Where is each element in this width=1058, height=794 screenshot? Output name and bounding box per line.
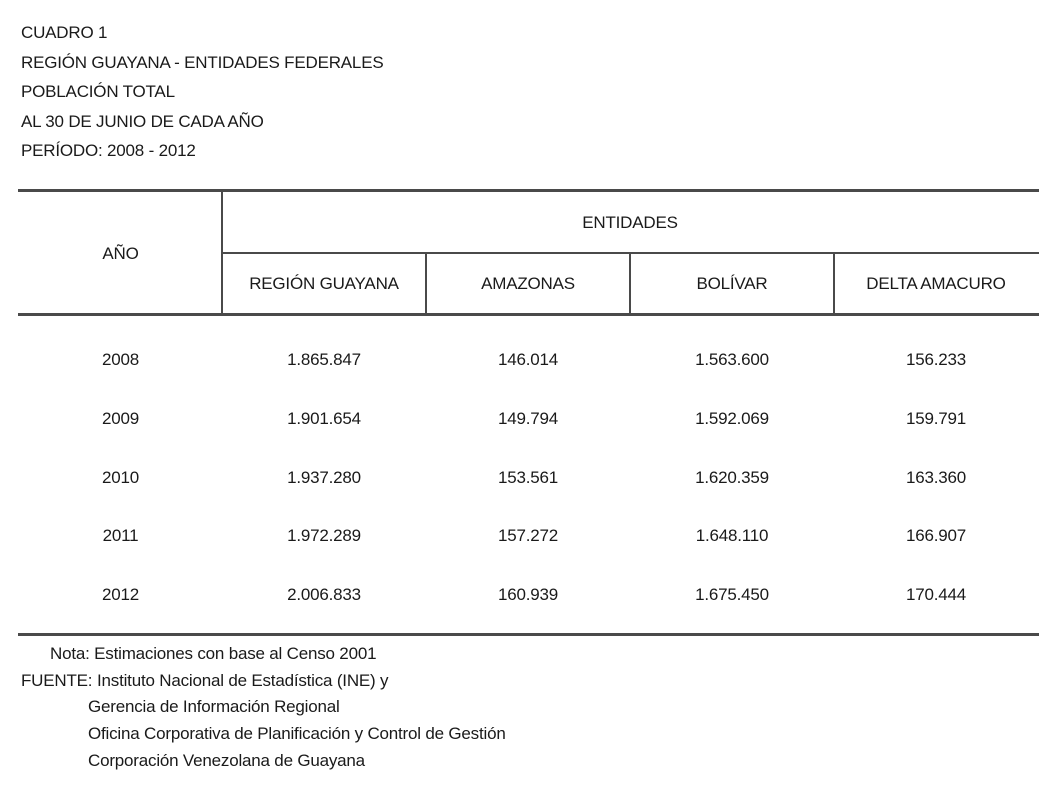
year-cell: 2009 xyxy=(101,409,140,428)
delta-amacuro-cell: 163.360 xyxy=(905,468,967,487)
column-header-region-guayana: REGIÓN GUAYANA xyxy=(249,274,399,293)
bolivar-cell: 1.592.069 xyxy=(695,409,769,428)
table-period: PERÍODO: 2008 - 2012 xyxy=(21,141,196,160)
column-header-amazonas: AMAZONAS xyxy=(481,274,575,293)
year-column-header: AÑO xyxy=(102,244,139,263)
year-cell: 2008 xyxy=(101,350,140,369)
bolivar-cell: 1.620.359 xyxy=(695,468,769,487)
delta-amacuro-cell: 166.907 xyxy=(905,526,967,545)
delta-amacuro-cell: 159.791 xyxy=(905,409,967,428)
amazonas-cell: 153.561 xyxy=(497,468,559,487)
amazonas-cell: 160.939 xyxy=(497,585,559,604)
table-number: CUADRO 1 xyxy=(21,23,108,42)
source-line: Gerencia de Información Regional xyxy=(88,697,340,716)
table-title: REGIÓN GUAYANA - ENTIDADES FEDERALES xyxy=(21,52,384,72)
region-guayana-cell: 2.006.833 xyxy=(287,585,361,604)
entities-group-header: ENTIDADES xyxy=(582,213,678,232)
delta-amacuro-cell: 170.444 xyxy=(905,585,967,604)
header-bottom-rule xyxy=(18,313,1039,316)
source-line: Instituto Nacional de Estadística (INE) y xyxy=(97,671,389,690)
column-header-delta-amacuro: DELTA AMACURO xyxy=(866,274,1006,293)
bolivar-cell: 1.675.450 xyxy=(695,585,769,604)
amazonas-cell: 149.794 xyxy=(497,409,559,428)
table-title-block xyxy=(21,21,383,169)
footnote: Nota: Estimaciones con base al Censo 2001 xyxy=(50,644,377,663)
region-guayana-cell: 1.937.280 xyxy=(287,468,361,487)
column-header-bolivar: BOLÍVAR xyxy=(696,274,768,293)
year-cell: 2011 xyxy=(102,526,139,545)
table-bottom-rule xyxy=(18,633,1039,636)
delta-amacuro-cell: 156.233 xyxy=(905,350,967,369)
table-top-rule xyxy=(18,189,1039,192)
bolivar-cell: 1.648.110 xyxy=(695,526,769,545)
region-guayana-cell: 1.972.289 xyxy=(287,526,361,545)
header-vline-year xyxy=(221,190,223,315)
year-cell: 2012 xyxy=(101,585,140,604)
amazonas-cell: 157.272 xyxy=(497,526,559,545)
source-label: FUENTE: xyxy=(21,671,93,690)
amazonas-cell: 146.014 xyxy=(497,350,559,369)
year-cell: 2010 xyxy=(101,468,140,487)
bolivar-cell: 1.563.600 xyxy=(695,350,769,369)
table-subtitle: POBLACIÓN TOTAL xyxy=(21,82,175,101)
source-line: Corporación Venezolana de Guayana xyxy=(88,751,365,770)
source-line: Oficina Corporativa de Planificación y Control de Gestión xyxy=(88,724,506,743)
region-guayana-cell: 1.901.654 xyxy=(287,409,361,428)
region-guayana-cell: 1.865.847 xyxy=(287,350,361,369)
table-date-reference: AL 30 DE JUNIO DE CADA AÑO xyxy=(21,111,264,131)
